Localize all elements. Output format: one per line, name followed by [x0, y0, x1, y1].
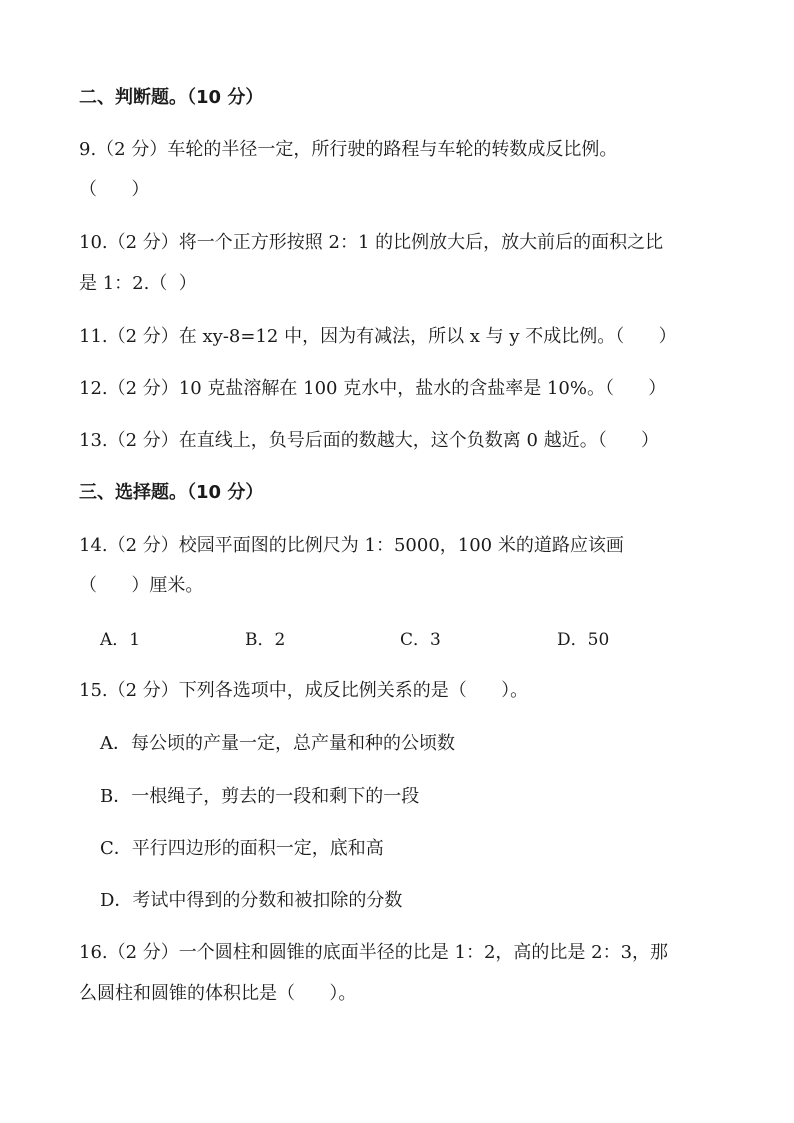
option-a: A．1 [100, 630, 141, 650]
question-13-text: 13.（2 分）在直线上，负号后面的数越大，这个负数离 0 越近。（ ） [79, 430, 660, 451]
section-heading-judgement: 二、判断题。（10 分） [79, 87, 264, 108]
question-14-text: 14.（2 分）校园平面图的比例尺为 1：5000，100 米的道路应该画 [79, 535, 624, 556]
question-15-option-a: A．每公顷的产量一定，总产量和种的公顷数 [100, 733, 455, 754]
section-heading-choice: 三、选择题。（10 分） [79, 482, 264, 503]
option-b: B．2 [245, 630, 286, 650]
option-d: D．50 [557, 630, 610, 650]
question-15-option-d: D．考试中得到的分数和被扣除的分数 [100, 890, 403, 911]
question-14-text-cont: （ ）厘米。 [79, 575, 204, 596]
question-16-text-cont: 么圆柱和圆锥的体积比是（ ）。 [79, 983, 357, 1004]
question-10-text: 10.（2 分）将一个正方形按照 2：1 的比例放大后，放大前后的面积之比 [79, 232, 664, 253]
question-12-text: 12.（2 分）10 克盐溶解在 100 克水中，盐水的含盐率是 10%。（ ） [79, 378, 667, 399]
question-11-text: 11.（2 分）在 xy-8=12 中，因为有减法，所以 x 与 y 不成比例。（ ） [79, 326, 677, 347]
question-15-option-b: B．一根绳子，剪去的一段和剩下的一段 [100, 786, 420, 807]
option-c: C．3 [400, 630, 441, 650]
question-9-answer-blank: （ ） [79, 179, 150, 200]
question-15-text: 15.（2 分）下列各选项中，成反比例关系的是（ ）。 [79, 680, 529, 701]
question-15-option-c: C．平行四边形的面积一定，底和高 [100, 838, 384, 859]
question-16-text: 16.（2 分）一个圆柱和圆锥的底面半径的比是 1：2，高的比是 2：3，那 [79, 942, 669, 963]
question-10-text-cont: 是 1：2.（ ） [79, 273, 197, 294]
question-9-text: 9.（2 分）车轮的半径一定，所行驶的路程与车轮的转数成反比例。 [79, 139, 618, 160]
